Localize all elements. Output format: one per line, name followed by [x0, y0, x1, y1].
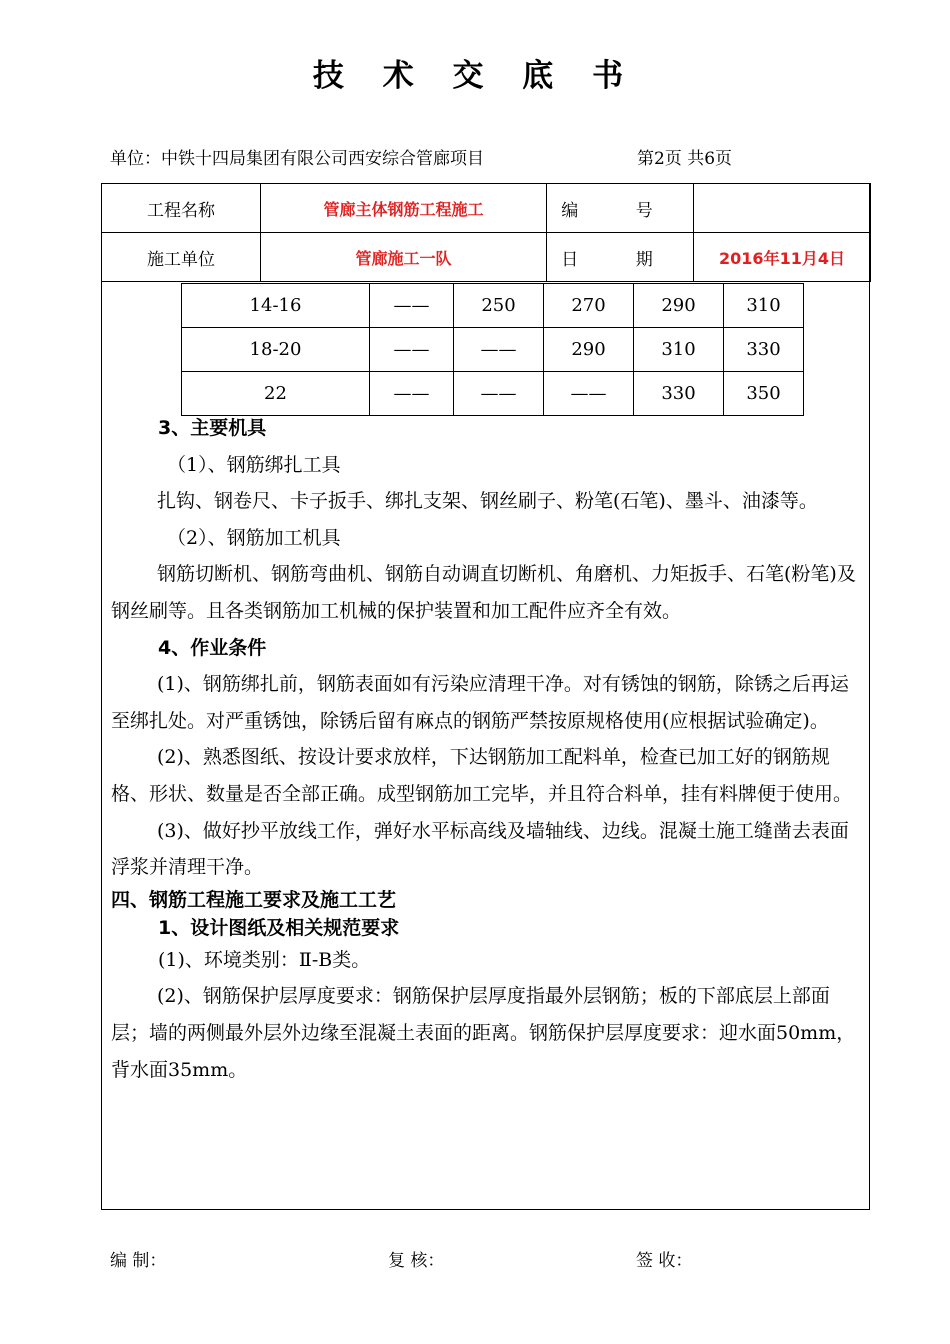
receive-label: 签 收：	[636, 1251, 693, 1271]
page-info: 第2页 共6页	[637, 149, 733, 169]
header-table	[101, 183, 871, 282]
body-content	[111, 410, 863, 1088]
unit-line	[110, 144, 810, 169]
compile-label: 编 制：	[110, 1251, 167, 1271]
date-label: 日 期	[547, 233, 694, 282]
table-cell: 330	[634, 372, 724, 416]
chapter-4-title: 四、钢筋工程施工要求及施工工艺	[111, 888, 397, 911]
subsection-1-title: 1、设计图纸及相关规范要求	[158, 916, 400, 939]
section-3-2-title: （2）、钢筋加工机具	[167, 526, 341, 549]
table-cell: 310	[634, 328, 724, 372]
table-cell: 14-16	[182, 284, 370, 328]
project-name-value: 管廊主体钢筋工程施工	[261, 184, 547, 233]
section-3-1-title: （1）、钢筋绑扎工具	[167, 453, 341, 476]
subsection-1-item-1: (1)、环境类别：Ⅱ-B类。	[158, 948, 371, 971]
table-cell: 350	[724, 372, 804, 416]
table-row	[182, 328, 804, 372]
project-name-label: 工程名称	[102, 184, 261, 233]
table-cell: 290	[544, 328, 634, 372]
table-cell: 22	[182, 372, 370, 416]
table-cell: ——	[370, 372, 454, 416]
table-cell: 250	[454, 284, 544, 328]
section-4-item-1: (1)、钢筋绑扎前，钢筋表面如有污染应清理干净。对有锈蚀的钢筋，除锈之后再运至绑扎处。对严重锈蚀，除锈后留有麻点的钢筋严禁按原规格使用(应根据试验确定)。	[111, 673, 849, 732]
table-cell: ——	[370, 328, 454, 372]
review-label: 复 核：	[388, 1251, 445, 1271]
table-cell: ——	[454, 328, 544, 372]
section-4-item-2: (2)、熟悉图纸、按设计要求放样，下达钢筋加工配料单，检查已加工好的钢筋规格、形状、数量是否全部正确。成型钢筋加工完毕，并且符合料单，挂有料牌便于使用。	[111, 746, 853, 805]
unit-label: 单位：中铁十四局集团有限公司西安综合管廊项目	[110, 149, 484, 169]
document-title: 技 术 交 底 书	[312, 58, 638, 94]
section-3-title: 3、主要机具	[158, 417, 267, 439]
header-row-unit	[102, 233, 871, 282]
number-label: 编 号	[547, 184, 694, 233]
table-cell: 330	[724, 328, 804, 372]
construction-unit-label: 施工单位	[102, 233, 261, 282]
header-row-project	[102, 184, 871, 233]
table-cell: ——	[544, 372, 634, 416]
lap-length-table	[181, 283, 804, 416]
section-3-1-body: 扎钩、钢卷尺、卡子扳手、绑扎支架、钢丝刷子、粉笔(石笔)、墨斗、油漆等。	[157, 490, 818, 513]
section-4-title: 4、作业条件	[158, 636, 267, 659]
table-cell: 270	[544, 284, 634, 328]
section-4-item-3: (3)、做好抄平放线工作，弹好水平标高线及墙轴线、边线。混凝土施工缝凿去表面浮浆并清理干净。	[111, 819, 849, 879]
table-cell: ——	[370, 284, 454, 328]
table-cell: 310	[724, 284, 804, 328]
number-value	[694, 184, 871, 233]
date-value: 2016年11月4日	[694, 233, 871, 282]
subsection-1-item-2: (2)、钢筋保护层厚度要求：钢筋保护层厚度指最外层钢筋；板的下部底层上部面层；墙的两侧最外层外边缘至混凝土表面的距离。钢筋保护层厚度要求：迎水面50mm，背水面35mm。	[111, 985, 856, 1081]
table-cell: ——	[454, 372, 544, 416]
table-cell: 290	[634, 284, 724, 328]
table-row	[182, 372, 804, 416]
table-row	[182, 284, 804, 328]
construction-unit-value: 管廊施工一队	[261, 233, 547, 282]
table-cell: 18-20	[182, 328, 370, 372]
section-3-2-body: 钢筋切断机、钢筋弯曲机、钢筋自动调直切断机、角磨机、力矩扳手、石笔(粉笔)及钢丝刷等。且各类钢筋加工机械的保护装置和加工配件应齐全有效。	[111, 563, 856, 622]
